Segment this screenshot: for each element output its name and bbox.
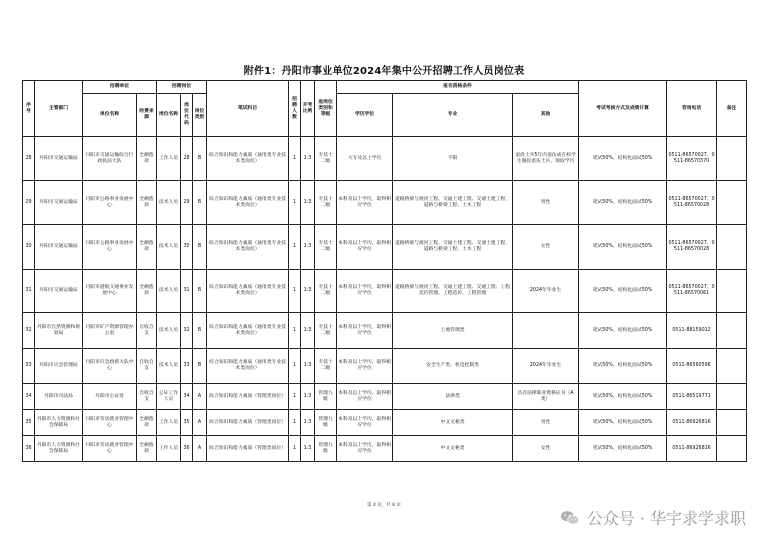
cell-seq: 33: [23, 349, 35, 384]
cell-cat: B: [193, 137, 207, 181]
cell-level: 专技十二级: [315, 225, 337, 270]
cell-unit: 丹阳市交通运输综合行政执法大队: [83, 137, 137, 181]
cell-note: [717, 410, 747, 436]
watermark: [559, 506, 746, 529]
cell-seq: 30: [23, 225, 35, 270]
cell-level: 管理九级: [315, 384, 337, 410]
header-phone: 咨询电话: [667, 81, 717, 137]
positions-table: [22, 80, 747, 462]
cell-count: 1: [289, 384, 301, 410]
cell-subject: 综合知识和能力素质（通用类专业技术类岗位）: [207, 137, 289, 181]
cell-edu: 本科及以上学历，取得相应学位: [337, 270, 393, 313]
header-level: 进岗位类别和等级: [315, 81, 337, 137]
cell-code: 36: [181, 436, 193, 462]
cell-dept: 丹阳市交通运输局: [35, 225, 83, 270]
cell-edu: 本科及以上学历，取得相应学位: [337, 313, 393, 349]
header-subject: 笔试科目: [207, 81, 289, 137]
table-row: [23, 384, 747, 410]
cell-seq: 28: [23, 137, 35, 181]
cell-other: 女性: [513, 225, 579, 270]
cell-ratio: 1:3: [301, 436, 315, 462]
cell-code: 28: [181, 137, 193, 181]
cell-subject: 综合知识和能力素质（管理类岗位）: [207, 384, 289, 410]
cell-funding: 全额拨款: [137, 137, 157, 181]
cell-major: 道路桥梁与渡河工程、交通土建工程、交通土建工程、道路与桥梁工程、土木工程: [393, 225, 513, 270]
cell-exam: 笔试50%，结构化面试50%: [579, 225, 667, 270]
cell-post: 技术人员: [157, 313, 181, 349]
cell-cat: B: [193, 225, 207, 270]
cell-phone: 0511-86926816: [667, 436, 717, 462]
cell-dept: 丹阳市应急管理局: [35, 349, 83, 384]
cell-ratio: 1:3: [301, 384, 315, 410]
cell-ratio: 1:3: [301, 349, 315, 384]
cell-unit: 丹阳市应急救援大队中心: [83, 349, 137, 384]
cell-funding: 全额拨款: [137, 410, 157, 436]
page-footer: 第 4 页，共 8 页: [367, 503, 401, 508]
cell-major: 道路桥梁与渡河工程、交通土建工程、交通工程、工程造价管理、工程造价、工程管理: [393, 270, 513, 313]
header-other: 其他: [513, 94, 579, 137]
cell-dept: 丹阳市人力资源和社会保障局: [35, 436, 83, 462]
cell-dept: 丹阳市交通运输局: [35, 270, 83, 313]
table-row: [23, 137, 747, 181]
header-ratio: 开考比例: [301, 81, 315, 137]
cell-subject: 综合知识和能力素质（管理类岗位）: [207, 436, 289, 462]
cell-post: 技术人员: [157, 270, 181, 313]
cell-other: 男性: [513, 181, 579, 225]
cell-code: 32: [181, 313, 193, 349]
header-post-code: 岗位代码: [181, 94, 193, 137]
header-post-group: 招聘岗位: [157, 81, 207, 94]
cell-note: [717, 225, 747, 270]
cell-exam: 笔试50%，结构化面试50%: [579, 137, 667, 181]
cell-cat: A: [193, 436, 207, 462]
page-title: 附件1：丹阳市事业单位2024年集中公开招聘工作人员岗位表: [243, 66, 525, 77]
header-post-cat: 岗位类别: [193, 94, 207, 137]
cell-note: [717, 270, 747, 313]
cell-edu: 大专及以上学历: [337, 137, 393, 181]
cell-seq: 35: [23, 410, 35, 436]
cell-dept: 丹阳市人力资源和社会保障局: [35, 410, 83, 436]
cell-phone: 0511-86570027、0511-86570370: [667, 137, 717, 181]
cell-code: 29: [181, 181, 193, 225]
cell-note: [717, 436, 747, 462]
cell-funding: 全额拨款: [137, 225, 157, 270]
header-unit-name: 单位名称: [83, 94, 137, 137]
cell-major: 不限: [393, 137, 513, 181]
cell-subject: 综合知识和能力素质（通用类专业技术类岗位）: [207, 181, 289, 225]
cell-exam: 笔试50%，结构化面试50%: [579, 313, 667, 349]
cell-level: 管理九级: [315, 436, 337, 462]
table-row: [23, 436, 747, 462]
cell-other: 2024年毕业生: [513, 349, 579, 384]
cell-exam: 笔试50%，结构化面试50%: [579, 410, 667, 436]
cell-level: 专技十二级: [315, 137, 337, 181]
header-major: 专业: [393, 94, 513, 137]
cell-post: 工作人员: [157, 410, 181, 436]
table-row: [23, 349, 747, 384]
cell-note: [717, 313, 747, 349]
cell-phone: 0511-86570027、0511-86570028: [667, 225, 717, 270]
cell-cat: B: [193, 181, 207, 225]
cell-level: 专技十二级: [315, 181, 337, 225]
cell-note: [717, 349, 747, 384]
header-qual-group: 报名资格条件: [337, 81, 579, 94]
cell-note: [717, 137, 747, 181]
cell-count: 1: [289, 349, 301, 384]
cell-cat: B: [193, 313, 207, 349]
cell-exam: 笔试50%，结构化面试50%: [579, 436, 667, 462]
cell-dept: 丹阳市交通运输局: [35, 181, 83, 225]
cell-seq: 31: [23, 270, 35, 313]
cell-other: 女性: [513, 436, 579, 462]
cell-seq: 29: [23, 181, 35, 225]
cell-funding: 自收自支: [137, 349, 157, 384]
cell-count: 1: [289, 313, 301, 349]
cell-ratio: 1:3: [301, 137, 315, 181]
cell-post: 工作人员: [157, 137, 181, 181]
cell-post: 公证工作人员: [157, 384, 181, 410]
header-note: 备注: [717, 81, 747, 137]
cell-dept: 丹阳市自然资源和规划局: [35, 313, 83, 349]
cell-level: 管理九级: [315, 410, 337, 436]
cell-unit: 丹阳市公路事业发展中心: [83, 225, 137, 270]
cell-subject: 综合知识和能力素质（通用类专业技术类岗位）: [207, 313, 289, 349]
cell-phone: 0511-86926816: [667, 410, 717, 436]
table-row: [23, 313, 747, 349]
header-exam: 考试考核方式及成绩计算: [579, 81, 667, 137]
header-funding: 经费来源: [137, 94, 157, 137]
cell-level: 专技十二级: [315, 349, 337, 384]
cell-unit: 丹阳市劳动就业管理中心: [83, 436, 137, 462]
cell-other: [513, 313, 579, 349]
cell-edu: 本科及以上学历，取得相应学位: [337, 436, 393, 462]
header-edu: 学历学位: [337, 94, 393, 137]
cell-seq: 32: [23, 313, 35, 349]
cell-funding: 全额拨款: [137, 436, 157, 462]
watermark-text: 公众号 · 华宇求学求职: [586, 509, 746, 528]
cell-major: 道路桥梁与渡河工程、交通土建工程、交通土建工程、道路与桥梁工程、土木工程: [393, 181, 513, 225]
cell-exam: 笔试50%，结构化面试50%: [579, 349, 667, 384]
cell-note: [717, 181, 747, 225]
cell-funding: 自收自支: [137, 313, 157, 349]
cell-major: 中文文秘类: [393, 410, 513, 436]
cell-edu: 本科及以上学历，取得相应学位: [337, 349, 393, 384]
cell-unit: 丹阳市港航交通事业发展中心: [83, 270, 137, 313]
cell-subject: 综合知识和能力素质（通用类专业技术类岗位）: [207, 349, 289, 384]
cell-subject: 综合知识和能力素质（通用类专业技术类岗位）: [207, 225, 289, 270]
cell-funding: 自收自支: [137, 384, 157, 410]
cell-unit: 丹阳市公路事业发展中心: [83, 181, 137, 225]
cell-ratio: 1:3: [301, 225, 315, 270]
cell-level: 专技十二级: [315, 313, 337, 349]
cell-other: 2024年毕业生: [513, 270, 579, 313]
cell-count: 1: [289, 410, 301, 436]
cell-subject: 综合知识和能力素质（通用类专业技术类岗位）: [207, 270, 289, 313]
cell-major: 安全生产类、机电控制类: [393, 349, 513, 384]
table-row: [23, 410, 747, 436]
cell-code: 34: [181, 384, 193, 410]
cell-phone: 0511-86570027、0511-86570061: [667, 270, 717, 313]
header-dept: 主管部门: [35, 81, 83, 137]
cell-subject: 综合知识和能力素质（管理类岗位）: [207, 410, 289, 436]
header-count: 招聘人数: [289, 81, 301, 137]
cell-ratio: 1:3: [301, 270, 315, 313]
cell-level: 专技十二级: [315, 270, 337, 313]
header-unit-group: 招聘单位: [83, 81, 157, 94]
cell-unit: 丹阳市劳动就业管理中心: [83, 410, 137, 436]
cell-exam: 笔试50%，结构化面试50%: [579, 384, 667, 410]
cell-exam: 笔试50%，结构化面试50%: [579, 181, 667, 225]
cell-post: 技术人员: [157, 181, 181, 225]
cell-phone: 0511-88159012: [667, 313, 717, 349]
cell-count: 1: [289, 137, 301, 181]
cell-post: 技术人员: [157, 225, 181, 270]
cell-code: 33: [181, 349, 193, 384]
cell-major: 土地管理类: [393, 313, 513, 349]
cell-phone: 0511-86519771: [667, 384, 717, 410]
table-row: [23, 181, 747, 225]
cell-cat: B: [193, 349, 207, 384]
cell-seq: 36: [23, 436, 35, 462]
cell-ratio: 1:3: [301, 181, 315, 225]
cell-code: 35: [181, 410, 193, 436]
cell-cat: A: [193, 410, 207, 436]
cell-count: 1: [289, 436, 301, 462]
cell-major: 中文文秘类: [393, 436, 513, 462]
cell-edu: 本科及以上学历，取得相应学位: [337, 410, 393, 436]
cell-major: 法律类: [393, 384, 513, 410]
cell-edu: 本科及以上学历，取得相应学位: [337, 225, 393, 270]
cell-count: 1: [289, 181, 301, 225]
cell-count: 1: [289, 225, 301, 270]
header-seq: 序号: [23, 81, 35, 137]
cell-code: 30: [181, 225, 193, 270]
cell-cat: A: [193, 384, 207, 410]
cell-cat: B: [193, 270, 207, 313]
cell-other: 具有法律职业资格证书（A类）: [513, 384, 579, 410]
cell-funding: 全额拨款: [137, 181, 157, 225]
cell-seq: 34: [23, 384, 35, 410]
table-row: [23, 270, 747, 313]
cell-ratio: 1:3: [301, 313, 315, 349]
cell-note: [717, 384, 747, 410]
wechat-icon: [559, 507, 581, 529]
cell-post: 工作人员: [157, 436, 181, 462]
cell-other: 退役士兵5年内退伍或在校学生服役退伍士兵、领取学历: [513, 137, 579, 181]
cell-exam: 笔试50%，结构化面试50%: [579, 270, 667, 313]
cell-other: 男性: [513, 410, 579, 436]
cell-funding: 全额拨款: [137, 270, 157, 313]
cell-edu: 本科及以上学历，取得相应学位: [337, 181, 393, 225]
cell-unit: 丹阳市公证处: [83, 384, 137, 410]
cell-phone: 0511-86560596: [667, 349, 717, 384]
cell-phone: 0511-86570027、0511-86570028: [667, 181, 717, 225]
table-row: [23, 225, 747, 270]
cell-dept: 丹阳市司法局: [35, 384, 83, 410]
cell-unit: 丹阳市矿产资源管理办公室: [83, 313, 137, 349]
header-post-name: 岗位名称: [157, 94, 181, 137]
cell-count: 1: [289, 270, 301, 313]
cell-post: 技术人员: [157, 349, 181, 384]
cell-ratio: 1:3: [301, 410, 315, 436]
cell-dept: 丹阳市交通运输局: [35, 137, 83, 181]
cell-edu: 本科及以上学历，取得相应学位: [337, 384, 393, 410]
cell-code: 31: [181, 270, 193, 313]
